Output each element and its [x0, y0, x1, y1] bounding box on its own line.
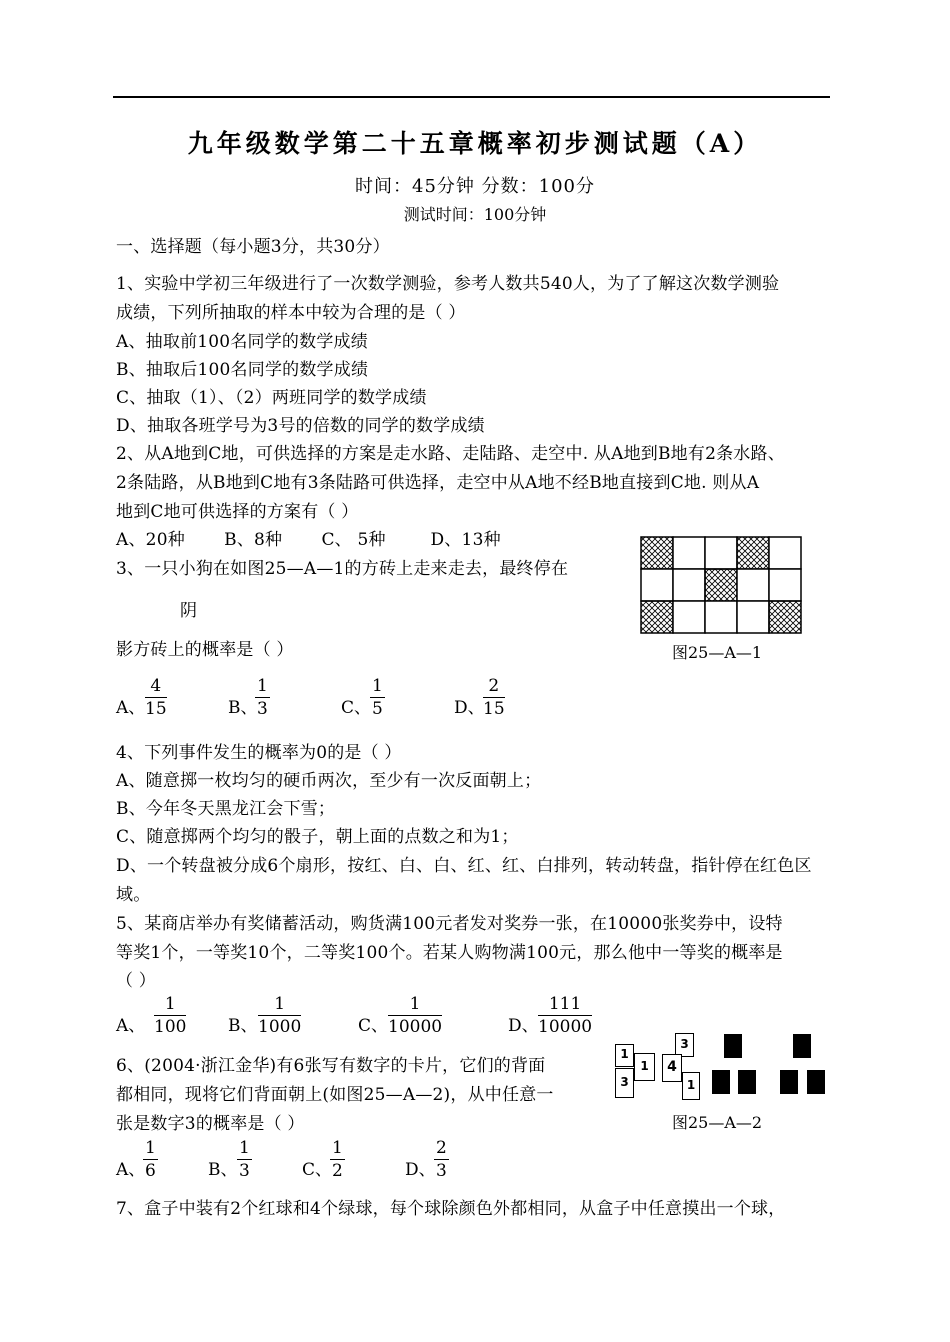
fraction-denominator: 10000	[538, 1017, 593, 1037]
card-face-3: 1	[634, 1053, 655, 1081]
fraction-numerator: 4	[145, 675, 167, 698]
q5-option-label: C、	[358, 1016, 389, 1036]
fraction-denominator: 2	[332, 1161, 343, 1181]
q6-option-label: D、	[405, 1160, 436, 1180]
fraction-numerator: 1	[257, 676, 268, 696]
q5-stem-2: 等奖1个，一等奖10个，二等奖100个。若某人购物满100元，那么他中一等奖的概率是	[116, 943, 783, 963]
plain-tile	[673, 569, 705, 601]
fraction-numerator: 1	[145, 1138, 156, 1158]
q3-option-label: A、	[116, 698, 146, 718]
q5-option-label: B、	[228, 1016, 258, 1036]
fraction-denominator: 10000	[388, 1017, 443, 1037]
fraction-denominator: 3	[239, 1161, 250, 1181]
shaded-tile	[769, 601, 801, 633]
q3-option-fraction	[483, 675, 505, 720]
shaded-tile	[641, 537, 673, 569]
card-back-5	[780, 1070, 798, 1094]
fraction-denominator: 15	[145, 699, 167, 719]
card-face-2: 3	[615, 1068, 634, 1098]
test-time: 测试时间：100分钟	[403, 205, 547, 224]
shaded-tile	[705, 569, 737, 601]
q5-option-fraction	[388, 993, 442, 1038]
plain-tile	[641, 569, 673, 601]
q3-option-fraction	[370, 675, 385, 720]
q6-stem-2: 都相同，现将它们背面朝上(如图25—A—2)，从中任意一	[116, 1085, 554, 1105]
plain-tile	[737, 569, 769, 601]
card-back-1	[724, 1034, 742, 1058]
q2-options: A、20种 B、8种 C、 5种 D、13种	[116, 530, 501, 550]
fraction-numerator: 111	[538, 993, 592, 1016]
q5-stem-1: 5、某商店举办有奖储蓄活动，购货满100元者发对奖券一张，在10000张奖券中，设特	[116, 914, 783, 934]
q3-stem-2: 阴	[180, 601, 198, 621]
q6-option-fraction	[434, 1137, 449, 1182]
card-back-2	[712, 1070, 730, 1094]
figure-2-caption: 图25—A—2	[672, 1113, 763, 1132]
q6-option-fraction	[237, 1137, 252, 1182]
card-face-1: 1	[615, 1044, 634, 1067]
plain-tile	[769, 537, 801, 569]
q5-stem-3: （ ）	[116, 971, 157, 991]
q6-option-fraction	[143, 1137, 158, 1182]
q1-option-b: B、抽取后100名同学的数学成绩	[116, 360, 369, 380]
fraction-denominator: 3	[257, 699, 268, 719]
q6-option-label: A、	[116, 1160, 146, 1180]
plain-tile	[737, 601, 769, 633]
fraction-denominator: 15	[483, 699, 505, 719]
fraction-denominator: 6	[145, 1161, 156, 1181]
card-face-5: 4	[662, 1054, 682, 1082]
fraction-numerator: 2	[483, 675, 505, 698]
q4-option-b: B、今年冬天黑龙江会下雪；	[116, 799, 336, 819]
q5-option-label: A、	[116, 1016, 146, 1036]
header-rule	[113, 96, 830, 98]
card-back-3	[738, 1070, 756, 1094]
fraction-numerator: 1	[154, 993, 186, 1016]
q4-stem: 4、下列事件发生的概率为0的是（ ）	[116, 743, 402, 763]
page-title: 九年级数学第二十五章概率初步测试题（A）	[187, 129, 763, 158]
plain-tile	[673, 601, 705, 633]
q5-option-fraction	[154, 993, 186, 1038]
q3-stem-3: 影方砖上的概率是（ ）	[116, 640, 294, 660]
q1-stem-2: 成绩，下列所抽取的样本中较为合理的是（ ）	[116, 303, 466, 323]
q3-option-label: D、	[454, 698, 485, 718]
q2-stem-2: 2条陆路，从B地到C地有3条陆路可供选择，走空中从A地不经B地直接到C地. 则从A	[116, 473, 760, 493]
q7-stem-1: 7、盒子中装有2个红球和4个绿球，每个球除颜色外都相同，从盒子中任意摸出一个球，	[116, 1199, 786, 1219]
card-face-6: 1	[682, 1072, 700, 1100]
q1-option-c: C、抽取（1）、（2）两班同学的数学成绩	[116, 388, 427, 408]
fraction-numerator: 1	[239, 1138, 250, 1158]
fraction-denominator: 100	[154, 1017, 187, 1037]
q3-option-fraction	[145, 675, 167, 720]
plain-tile	[673, 537, 705, 569]
fraction-numerator: 1	[258, 993, 301, 1016]
card-back-4	[793, 1034, 811, 1058]
plain-tile	[705, 537, 737, 569]
plain-tile	[705, 601, 737, 633]
card-face-4: 3	[675, 1033, 694, 1057]
q2-stem-1: 2、从A地到C地，可供选择的方案是走水路、走陆路、走空中. 从A地到B地有2条水路、	[116, 444, 785, 464]
plain-tile	[769, 569, 801, 601]
q3-stem-1: 3、一只小狗在如图25—A—1的方砖上走来走去，最终停在	[116, 559, 569, 579]
q4-option-d-1: D、一个转盘被分成6个扇形，按红、白、白、红、红、白排列，转动转盘，指针停在红色区	[116, 856, 812, 876]
exam-meta: 时间：45分钟 分数：100分	[355, 176, 595, 197]
fraction-denominator: 3	[436, 1161, 447, 1181]
q6-option-fraction	[330, 1137, 345, 1182]
q3-option-label: C、	[341, 698, 372, 718]
q4-option-a: A、随意掷一枚均匀的硬币两次，至少有一次反面朝上；	[116, 771, 542, 791]
shaded-tile	[641, 601, 673, 633]
q5-option-fraction	[258, 993, 301, 1038]
figure-1-caption: 图25—A—1	[672, 643, 763, 662]
q4-option-d-2: 域。	[116, 885, 151, 905]
fraction-numerator: 1	[388, 993, 442, 1016]
fraction-denominator: 5	[372, 699, 383, 719]
fraction-denominator: 1000	[258, 1017, 302, 1037]
shaded-tile	[737, 537, 769, 569]
fraction-numerator: 2	[436, 1138, 447, 1158]
q6-option-label: B、	[208, 1160, 238, 1180]
q6-stem-3: 张是数字3的概率是（ ）	[116, 1114, 305, 1134]
q3-option-label: B、	[228, 698, 258, 718]
q6-option-label: C、	[302, 1160, 333, 1180]
q1-stem-1: 1、实验中学初三年级进行了一次数学测验，参考人数共540人，为了了解这次数学测验	[116, 274, 780, 294]
q3-option-fraction	[255, 675, 270, 720]
q1-option-a: A、抽取前100名同学的数学成绩	[116, 332, 368, 352]
q5-option-label: D、	[508, 1016, 539, 1036]
fraction-numerator: 1	[372, 676, 383, 696]
card-back-6	[807, 1070, 825, 1094]
q2-stem-3: 地到C地可供选择的方案有（ ）	[116, 502, 359, 522]
q6-stem-1: 6、(2004·浙江金华)有6张写有数字的卡片，它们的背面	[116, 1056, 546, 1076]
tile-floor-figure	[640, 536, 803, 634]
fraction-numerator: 1	[332, 1138, 343, 1158]
q1-option-d: D、抽取各班学号为3号的倍数的同学的数学成绩	[116, 416, 485, 436]
q4-option-c: C、随意掷两个均匀的骰子，朝上面的点数之和为1；	[116, 827, 519, 847]
q5-option-fraction	[538, 993, 592, 1038]
section-heading: 一、选择题（每小题3分，共30分）	[116, 237, 390, 257]
